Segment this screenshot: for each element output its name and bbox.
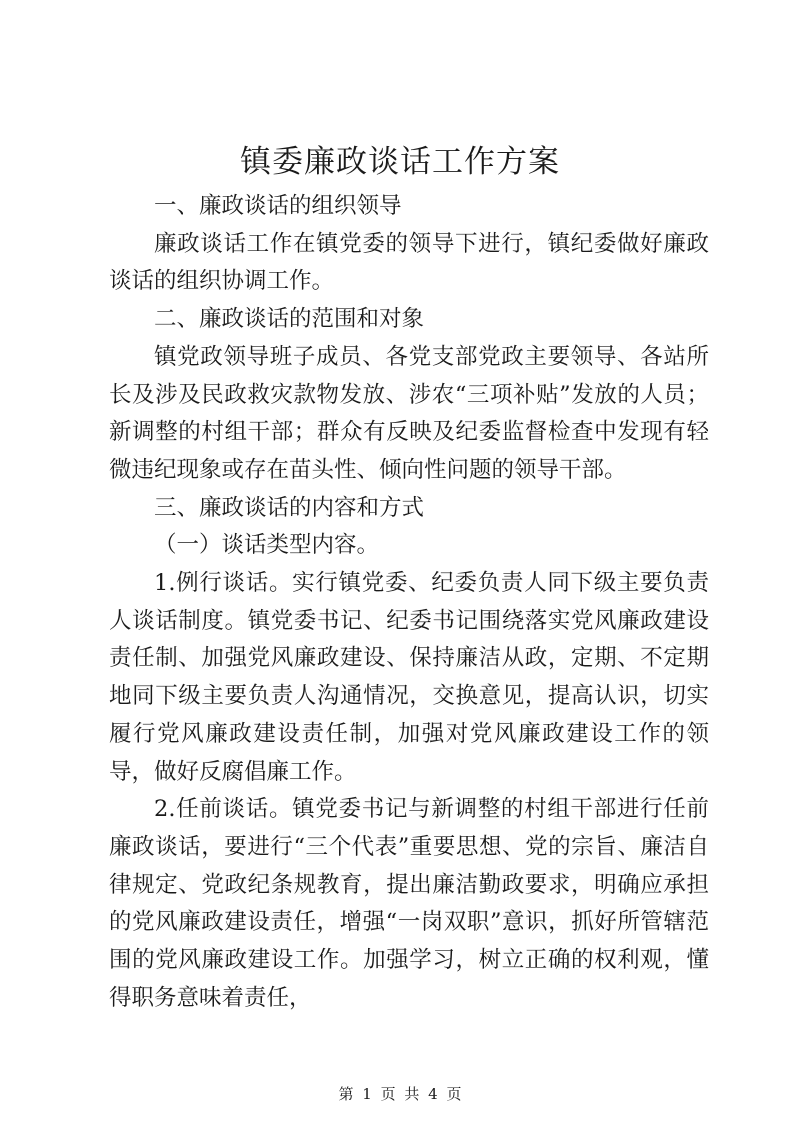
- section-heading-2: 二、廉政谈话的范围和对象: [154, 306, 425, 333]
- paragraph-1: 廉政谈话工作在镇党委的领导下进行，镇纪委做好廉政谈话的组织协调工作。: [109, 230, 709, 295]
- section-heading-1: 一、廉政谈话的组织领导: [154, 193, 402, 219]
- paragraph-pre-appointment-talk: 2.任前谈话。镇党委书记与新调整的村组干部进行任前廉政谈话，要进行“三个代表”重要思想、党的宗旨、廉洁自律规定、党政纪条规教育，提出廉洁勤政要求，明确应承担的党风廉政建设责任，增强“一岗双职”意识，抓好所管辖范围的党风廉政建设工作。加强学习，树立正确的权利观，懂得职务意味着责任，: [109, 796, 709, 1011]
- paragraph-2: 镇党政领导班子成员、各党支部党政主要领导、各站所长及涉及民政救灾款物发放、涉农“三项补贴”发放的人员；新调整的村组干部；群众有反映及纪委监督检查中发现有轻微违纪现象或存在苗头性、倾向性问题的领导干部。: [109, 343, 709, 483]
- paragraph-routine-talk: 1.例行谈话。实行镇党委、纪委负责人同下级主要负责人谈话制度。镇党委书记、纪委书记围绕落实党风廉政建设责任制、加强党风廉政建设、保持廉洁从政，定期、不定期地同下级主要负责人沟通情况，交换意见，提高认识，切实履行党风廉政建设责任制，加强对党风廉政建设工作的领导，做好反腐倡廉工作。: [109, 570, 709, 785]
- section-heading-3: 三、廉政谈话的内容和方式: [154, 494, 425, 521]
- document-body: [109, 188, 709, 1017]
- subsection-heading-1: （一）谈话类型内容。: [154, 532, 380, 559]
- page-footer: 第 1 页 共 4 页: [338, 1085, 462, 1103]
- document-title: 镇委廉政谈话工作方案: [240, 144, 560, 180]
